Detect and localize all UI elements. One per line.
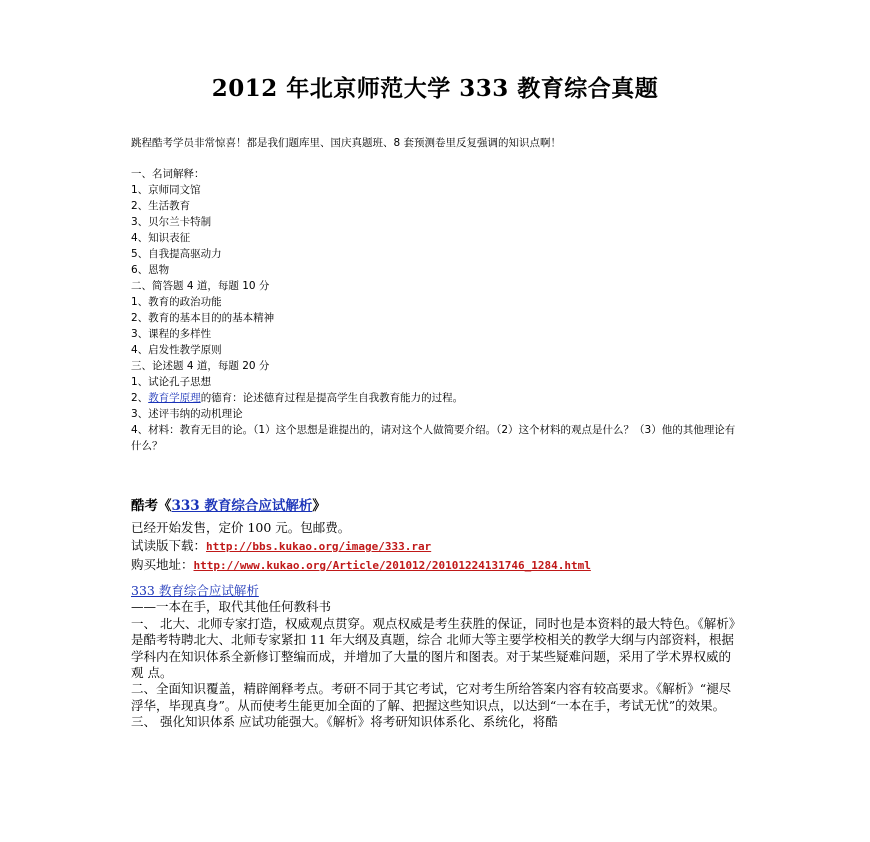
list-item: 2、生活教育 — [131, 200, 191, 212]
list-item: 4、材料：教育无目的论。（1）这个思想是谁提出的，请对这个人做简要介绍。（2）这个材料的观点是什么？（3）他的其他理论有什么？ — [131, 424, 736, 452]
list-item: 3、课程的多样性 — [131, 328, 212, 340]
question-list — [131, 166, 743, 454]
list-item: 1、试论孔子思想 — [131, 376, 212, 388]
section-heading-essay: 三、论述题 4 道，每题 20 分 — [131, 360, 270, 372]
promo-heading-suffix: 》 — [312, 498, 326, 514]
document-title: 2012 年北京师范大学 333 教育综合真题 — [211, 75, 659, 102]
description-paragraph: 二、全面知识覆盖，精辟阐释考点。考研不同于其它考试，它对考生所给答案内容有较高要求。《解析》“褪尽浮华，毕现真身”。从而使考生能更加全面的了解、把握这些知识点，以达到“一本在手，考试无忧”的效果。 — [131, 681, 732, 713]
description-paragraph: 三、 强化知识体系 应试功能强大。《解析》将考研知识体系化、系统化，将酷 — [131, 714, 558, 730]
purchase-link[interactable]: http://www.kukao.org/Article/201012/20101224131746_1284.html — [193, 559, 591, 572]
trial-download-label: 试读版下载： — [131, 538, 207, 553]
purchase-line — [131, 556, 743, 575]
list-item: 1、京师同文馆 — [131, 184, 201, 196]
intro-text: 跳程酷考学员非常惊喜！都是我们题库里、国庆真题班、8 套预测卷里反复强调的知识点啊！ — [131, 137, 562, 149]
list-item-text: 的德育：论述德育过程是提高学生自我教育能力的过程。 — [200, 392, 464, 404]
promo-block — [131, 497, 743, 575]
list-item: 5、自我提高驱动力 — [131, 248, 222, 260]
trial-download-line — [131, 537, 743, 556]
description-paragraph: 一、 北大、北师专家打造，权威观点贯穿。观点权威是考生获胜的保证，同时也是本资料的最大特色。《解析》是酷考特聘北大、北师专家紧扣 11 年大纲及真题，综合 北师大等主要学校相关的教学大纲与内部资料，根据学科内在知识体系全新修订整编而成，并增加了大量的图片和图表。对于某些疑难问题，采用了学术界权威的观 点。 — [131, 615, 742, 681]
list-item-number: 2、 — [131, 392, 149, 404]
list-item: 3、述评韦纳的动机理论 — [131, 408, 243, 420]
book-title-link[interactable]: 333 教育综合应试解析 — [171, 498, 313, 514]
list-item — [131, 390, 743, 406]
list-item: 2、教育的基本目的的基本精神 — [131, 312, 275, 324]
list-item: 3、贝尔兰卡特制 — [131, 216, 212, 228]
list-item: 4、知识表征 — [131, 232, 191, 244]
list-item: 1、教育的政治功能 — [131, 296, 222, 308]
trial-download-link[interactable]: http://bbs.kukao.org/image/333.rar — [206, 540, 432, 553]
education-principles-link[interactable]: 教育学原理 — [148, 392, 201, 404]
list-item: 4、启发性教学原则 — [131, 344, 222, 356]
book-link[interactable]: 333 教育综合应试解析 — [131, 583, 259, 598]
purchase-label: 购买地址： — [131, 557, 194, 572]
price-line: 已经开始发售，定价 100 元。包邮费。 — [131, 520, 351, 535]
list-item: 6、恩物 — [131, 264, 170, 276]
book-tagline: ——一本在手，取代其他任何教科书 — [131, 599, 332, 615]
promo-heading-prefix: 酷考《 — [131, 498, 172, 514]
promo-heading — [131, 497, 743, 515]
section-heading-definitions: 一、名词解释： — [131, 168, 205, 180]
book-description — [131, 583, 743, 731]
section-heading-short-answer: 二、简答题 4 道，每题 10 分 — [131, 280, 270, 292]
